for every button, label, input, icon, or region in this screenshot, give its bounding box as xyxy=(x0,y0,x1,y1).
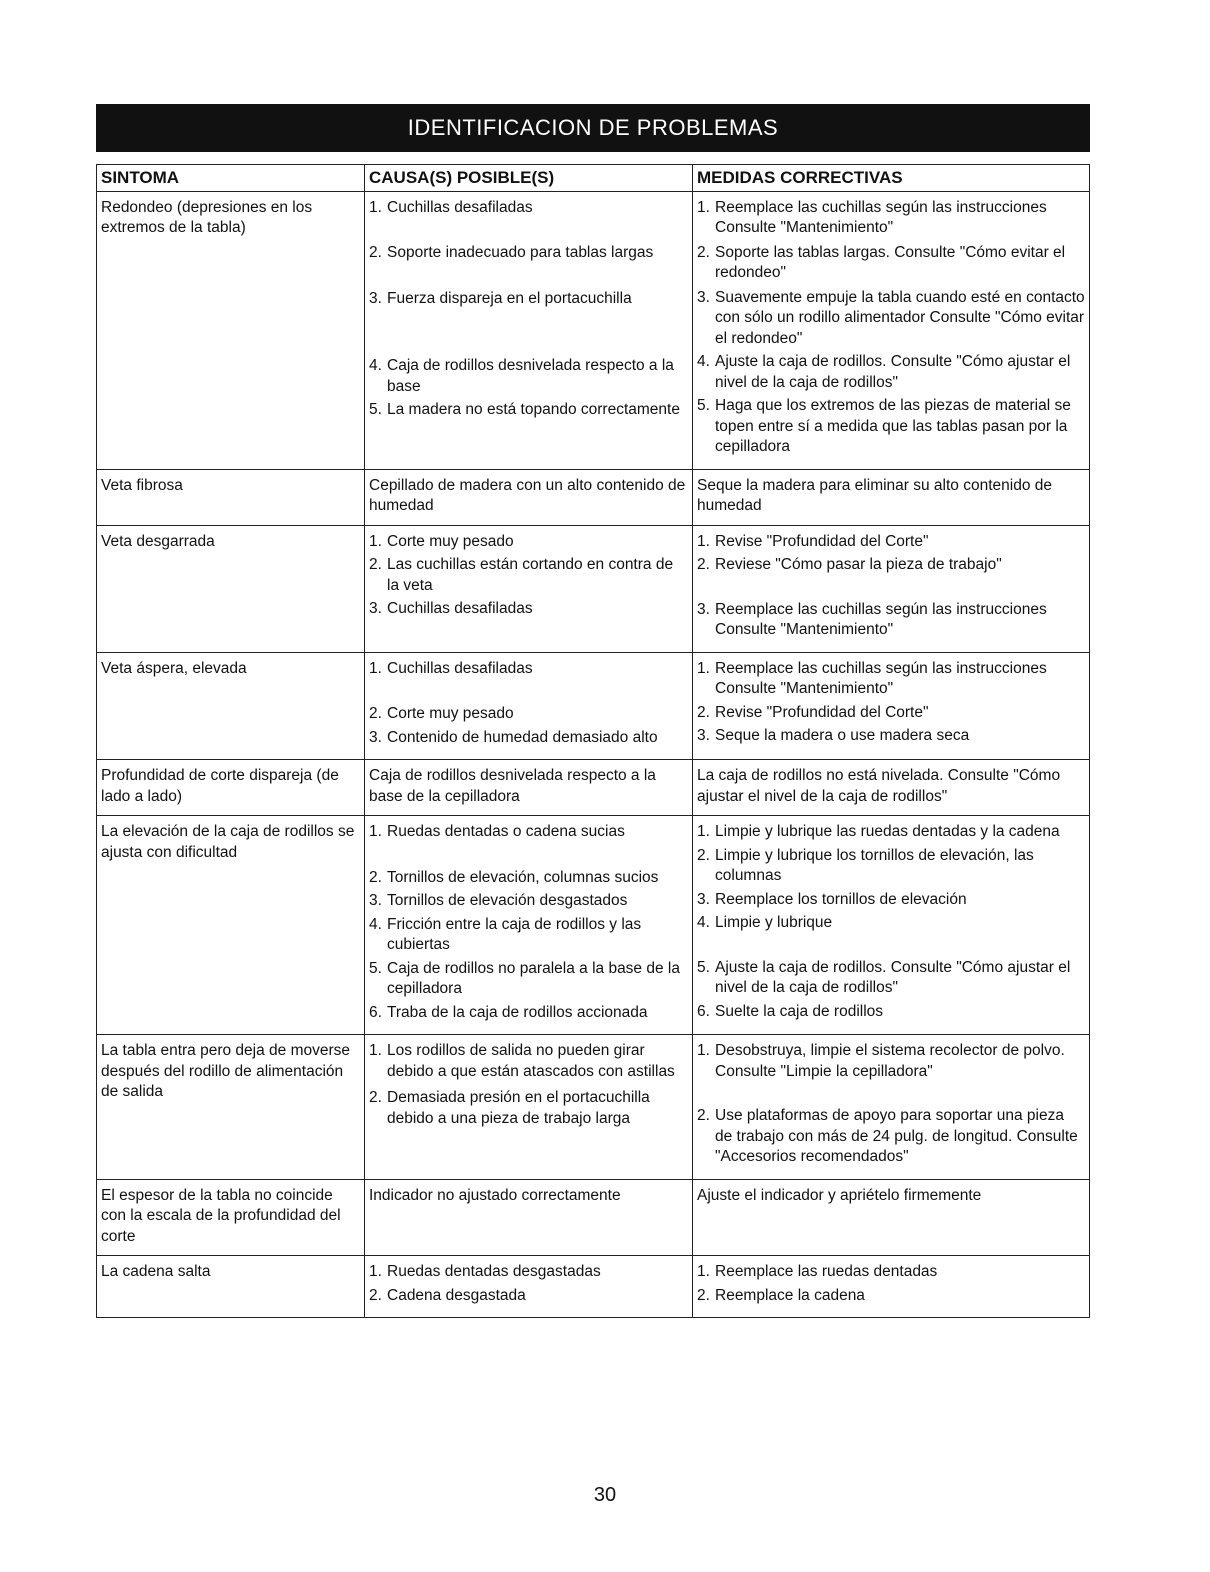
cause-item: 1. Ruedas dentadas o cadena sucias xyxy=(369,823,625,840)
symptom-cell: Profundidad de corte dispareja (de lado a lado) xyxy=(96,760,364,815)
symptom-cell: La elevación de la caja de rodillos se ajusta con dificultad xyxy=(96,816,364,1034)
table-row xyxy=(96,1035,1090,1180)
action-item: 3. Seque la madera o use madera seca xyxy=(697,727,970,744)
actions-cell: La caja de rodillos no está nivelada. Consulte "Cómo ajustar el nivel de la caja de rodillos" xyxy=(692,760,1090,815)
cause-item: 3. Fuerza dispareja en el portacuchilla xyxy=(369,289,632,307)
section-title: IDENTIFICACION DE PROBLEMAS xyxy=(407,115,779,140)
cause-item: 2. Soporte inadecuado para tablas largas xyxy=(369,244,654,261)
cause-item: 3. Cuchillas desafiladas xyxy=(369,600,533,617)
causes-cell xyxy=(364,653,692,760)
table-row xyxy=(96,653,1090,761)
cause-item: 2. Las cuchillas están cortando en contra de la veta xyxy=(369,556,674,594)
action-item: 2. Revise "Profundidad del Corte" xyxy=(697,703,929,721)
header-actions: MEDIDAS CORRECTIVAS xyxy=(692,165,1090,191)
action-item: 4. Ajuste la caja de rodillos. Consulte "Cómo ajustar el nivel de la caja de rodillos" xyxy=(697,353,1071,391)
actions-cell: Seque la madera para eliminar su alto contenido de humedad xyxy=(692,470,1090,525)
action-item: 1. Reemplace las ruedas dentadas xyxy=(697,1263,938,1280)
causes-cell xyxy=(364,1035,692,1179)
causes-cell: Indicador no ajustado correctamente xyxy=(364,1180,692,1256)
action-item: 1. Limpie y lubrique las ruedas dentadas y la cadena xyxy=(697,823,1060,840)
causes-cell: Cepillado de madera con un alto contenido de humedad xyxy=(364,470,692,525)
cause-item: 4. Caja de rodillos desnivelada respecto a la base xyxy=(369,357,674,395)
symptom-cell: Veta fibrosa xyxy=(96,470,364,525)
action-item: 3. Suavemente empuje la tabla cuando esté en contacto con sólo un rodillo alimentador Consulte "Cómo evitar el redondeo" xyxy=(697,288,1085,347)
action-item: 4. Limpie y lubrique xyxy=(697,914,833,931)
action-item: 3. Reemplace los tornillos de elevación xyxy=(697,890,967,908)
section-title-banner xyxy=(96,104,1090,152)
causes-cell xyxy=(364,1256,692,1317)
cause-item: 2. Cadena desgastada xyxy=(369,1286,526,1304)
cause-item: 5. La madera no está topando correctamente xyxy=(369,401,680,418)
action-item: 5. Haga que los extremos de las piezas de material se topen entre sí a medida que las tablas pasan por la cepilladora xyxy=(697,397,1071,455)
table-row xyxy=(96,470,1090,526)
troubleshooting-table xyxy=(96,164,1090,1318)
page-number: 30 xyxy=(593,1484,617,1506)
action-item: 1. Reemplace las cuchillas según las instrucciones Consulte "Mantenimiento" xyxy=(697,198,1047,236)
cause-item: 1. Cuchillas desafiladas xyxy=(369,198,533,216)
action-item: 2. Soporte las tablas largas. Consulte "Cómo evitar el redondeo" xyxy=(697,243,1066,281)
table-row xyxy=(96,526,1090,653)
cause-item: 2. Tornillos de elevación, columnas sucios xyxy=(369,868,659,886)
table-row xyxy=(96,192,1090,470)
causes-cell xyxy=(364,192,692,469)
action-item: 2. Use plataformas de apoyo para soportar una pieza de trabajo con más de 24 pulg. de longitud. Consulte "Accesorios recomendados" xyxy=(697,1107,1078,1165)
header-causes: CAUSA(S) POSIBLE(S) xyxy=(364,165,692,191)
actions-cell xyxy=(692,1035,1090,1179)
actions-cell xyxy=(692,526,1090,652)
actions-cell: Ajuste el indicador y apriételo firmemente xyxy=(692,1180,1090,1256)
symptom-cell: La tabla entra pero deja de moverse después del rodillo de alimentación de salida xyxy=(96,1035,364,1179)
cause-item: 1. Corte muy pesado xyxy=(369,532,514,550)
cause-item: 3. Tornillos de elevación desgastados xyxy=(369,892,628,909)
cause-item: 4. Fricción entre la caja de rodillos y las cubiertas xyxy=(369,915,642,953)
table-row xyxy=(96,1256,1090,1317)
symptom-cell: Redondeo (depresiones en los extremos de la tabla) xyxy=(96,192,364,469)
causes-cell: Caja de rodillos desnivelada respecto a la base de la cepilladora xyxy=(364,760,692,815)
action-item: 2. Reemplace la cadena xyxy=(697,1286,865,1304)
causes-cell xyxy=(364,816,692,1034)
action-item: 1. Reemplace las cuchillas según las instrucciones Consulte "Mantenimiento" xyxy=(697,659,1047,697)
causes-cell xyxy=(364,526,692,652)
actions-cell xyxy=(692,1256,1090,1317)
table-row xyxy=(96,1180,1090,1257)
symptom-cell: La cadena salta xyxy=(96,1256,364,1317)
cause-item: 1. Los rodillos de salida no pueden girar debido a que están atascados con astillas xyxy=(369,1042,675,1080)
cause-item: 1. Cuchillas desafiladas xyxy=(369,659,533,677)
actions-cell xyxy=(692,192,1090,469)
cause-item: 1. Ruedas dentadas desgastadas xyxy=(369,1263,601,1280)
action-item: 2. Reviese "Cómo pasar la pieza de trabajo" xyxy=(697,556,1002,573)
cause-item: 2. Demasiada presión en el portacuchilla debido a una pieza de trabajo larga xyxy=(369,1089,650,1127)
symptom-cell: Veta áspera, elevada xyxy=(96,653,364,760)
action-item: 1. Desobstruya, limpie el sistema recolector de polvo. Consulte "Limpie la cepilladora" xyxy=(697,1042,1065,1080)
action-item: 1. Revise "Profundidad del Corte" xyxy=(697,532,929,550)
table-header-row xyxy=(96,165,1090,192)
cause-item: 5. Caja de rodillos no paralela a la base de la cepilladora xyxy=(369,959,680,997)
table-row xyxy=(96,816,1090,1035)
cause-item: 6. Traba de la caja de rodillos accionada xyxy=(369,1003,648,1021)
symptom-cell: Veta desgarrada xyxy=(96,526,364,652)
header-symptom: SINTOMA xyxy=(96,165,364,191)
action-item: 6. Suelte la caja de rodillos xyxy=(697,1002,884,1020)
action-item: 2. Limpie y lubrique los tornillos de elevación, las columnas xyxy=(697,846,1034,884)
actions-cell xyxy=(692,816,1090,1034)
action-item: 5. Ajuste la caja de rodillos. Consulte "Cómo ajustar el nivel de la caja de rodillos" xyxy=(697,958,1071,996)
cause-item: 3. Contenido de humedad demasiado alto xyxy=(369,728,658,746)
cause-item: 2. Corte muy pesado xyxy=(369,705,514,722)
symptom-cell: El espesor de la tabla no coincide con la escala de la profundidad del corte xyxy=(96,1180,364,1256)
table-row xyxy=(96,760,1090,816)
actions-cell xyxy=(692,653,1090,760)
action-item: 3. Reemplace las cuchillas según las instrucciones Consulte "Mantenimiento" xyxy=(697,600,1047,638)
